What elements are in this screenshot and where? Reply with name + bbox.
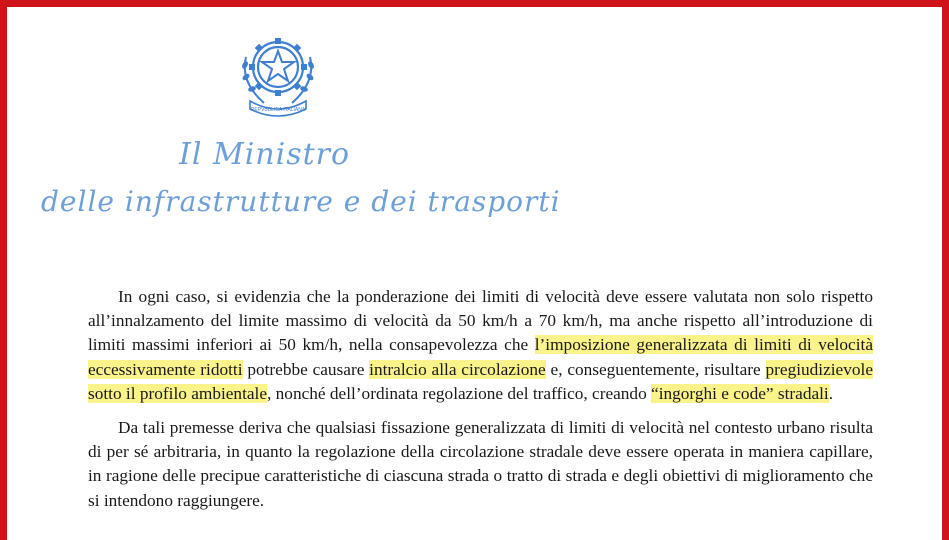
highlighted-text: intralcio alla circolazione xyxy=(369,359,546,379)
highlighted-text: “ingorghi e code” stradali xyxy=(651,383,829,403)
italian-emblem-icon xyxy=(236,27,320,119)
highlighted-text: l’imposizione generalizzata di limiti di velocità eccessivamente ridotti xyxy=(88,335,873,379)
paragraph-text: In ogni caso, si evidenzia che la ponderazione dei limiti di velocità deve essere valutata non solo rispetto all’innalzamento del limite massimo di velocità da 50 km/h a 70 km/h, ma anche rispetto all’introduzione di limiti massimi inferiori ai 50 km/h, nella consapevolezza che xyxy=(88,287,873,355)
paragraph-text: potrebbe causare xyxy=(242,359,370,379)
paragraph-text: Da tali premesse deriva che qualsiasi fissazione generalizzata di limiti di velocità nel contesto urbano risulta di per sé arbitraria, in quanto la regolazione della circolazione stradale deve essere operata in maniera capillare, in ragione delle precipue caratteristiche di ciascuna strada o tratto di strada e degli obiettivi di miglioramento che si intendono raggiungere. xyxy=(88,418,873,510)
emblem-ribbon-text: REPVBBLICA ITALIANA xyxy=(250,107,306,113)
ministry-title-line2: delle infrastrutture e dei trasporti xyxy=(41,185,561,218)
paragraph xyxy=(88,285,873,406)
paragraph-text: . xyxy=(828,383,834,403)
paragraph xyxy=(88,416,873,513)
paragraph-text: e, conseguentemente, risultare xyxy=(545,359,766,379)
paragraph-text: , nonché dell’ordinata regolazione del traffico, creando xyxy=(267,383,652,403)
document-body xyxy=(88,285,873,523)
highlighted-text: pregiudizievole sotto il profilo ambientale xyxy=(88,359,873,403)
ministry-title-line1: Il Ministro xyxy=(179,137,351,172)
document-page xyxy=(7,7,942,540)
